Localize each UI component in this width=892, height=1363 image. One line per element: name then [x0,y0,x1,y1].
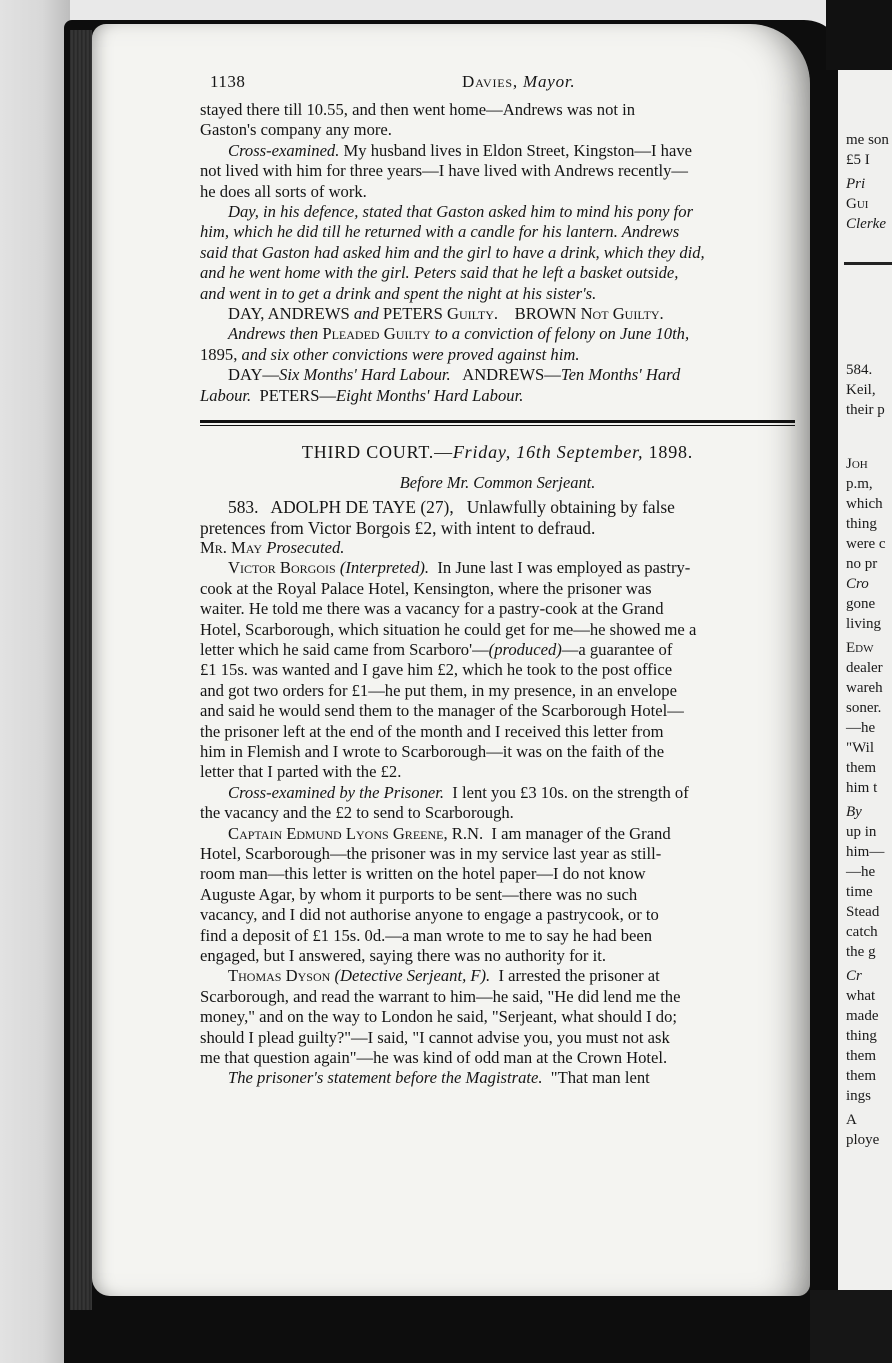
facing-rule [844,262,892,265]
facing-fragment: Pri [846,176,866,192]
facing-fragment: up in [846,824,877,840]
text-run: Eight Months' Hard Labour. [336,385,524,405]
facing-fragment: A [846,1112,857,1128]
text-line: and got two orders for £1—he put them, in my presence, in an envelope [200,680,677,700]
before-judge: Before Mr. Common Serjeant. [399,473,596,493]
case-583 [200,497,795,1089]
facing-fragment: Edw [846,640,874,656]
text-line: room man—this letter is written on the hotel paper—I do not know [200,864,646,884]
defence-line: Day, in his defence, stated that Gaston asked him to mind his pony for [228,202,694,222]
binding-corner [810,1290,892,1363]
witness-tag: (Interpreted). [339,558,430,578]
defendant-name: ADOLPH DE TAYE [270,497,416,518]
facing-fragment: time [846,884,873,900]
facing-fragment: ings [846,1088,872,1104]
facing-fragment: catch [846,924,878,940]
facing-fragment: wareh [846,680,883,696]
plea-line [200,324,795,344]
facing-fragment: "Wil [846,740,875,756]
statement-label: The prisoner's statement before the Magistrate. [228,1068,543,1088]
facing-fragment: gone [846,596,876,612]
defence-line: said that Gaston had asked him and the girl to have a drink, which they did, [200,242,705,262]
facing-fragment: were c [846,536,886,552]
text-line: Hotel, Scarborough—the prisoner was in my service last year as still- [200,844,662,863]
defence-line: him, which he did till he returned with a candle for his lantern. Andrews [200,222,680,242]
sentence-line [200,386,795,406]
verdict-line [200,304,795,324]
court-date: Friday, 16th September, [452,442,644,463]
verdict-name: BROWN [514,304,577,324]
facing-fragment: him t [846,780,878,796]
pleaded-guilty: Pleaded Guilty [322,324,431,344]
verdict-guilty: Guilty. [447,304,499,324]
previous-case [200,100,795,406]
text-run: Andrews then [228,324,319,344]
facing-fragment: Joh [846,456,868,472]
text-line: Scarborough, and read the warrant to him—he said, "He did lend me the [200,986,681,1006]
facing-fragment: ploye [846,1132,880,1148]
facing-fragment: what [846,988,876,1004]
section-rule [200,420,795,423]
text-line: vacancy, and I did not authorise anyone to engage a pastrycook, or to [200,905,659,925]
facing-fragment: Cr [846,968,862,984]
text-line: not lived with him for three years—I have lived with Andrews recently— [200,161,689,181]
text-line: me that question again"—he was kind of odd man at the Crown Hotel. [200,1048,668,1068]
court-name: THIRD COURT.— [301,442,453,463]
sentence-name: DAY— [228,365,280,385]
text-line: money," and on the way to London he said, "Serjeant, what should I do; [200,1007,678,1027]
facing-fragment: By [846,804,862,820]
text-line: him in Flemish and I wrote to Scarborough—it was on the faith of the [200,741,665,761]
text-run: I arrested the prisoner at [498,966,660,986]
text-line: letter that I parted with the £2. [200,762,402,782]
text-run: letter which he said came from Scarboro'— [200,639,489,659]
prisoner-statement [200,1068,795,1088]
facing-fragment: them [846,760,876,776]
verdict-names: DAY, ANDREWS [228,304,350,324]
text-line: should I plead guilty?"—I said, "I cannot advise you, you must not ask [200,1027,670,1047]
scan-background [0,0,70,1363]
text-line [200,640,795,660]
text-run: My husband lives in Eldon Street, Kingston—I have [343,140,692,160]
text-run: I lent you £3 10s. on the strength of [452,782,689,802]
text-run: —a guarantee of [561,639,673,659]
page-edges [70,30,92,1310]
facing-fragment: £5 I [846,152,870,168]
facing-fragment: soner. [846,700,882,716]
facing-fragment: no pr [846,556,878,572]
produced-label: (produced) [488,639,562,659]
facing-fragment: thing [846,516,877,532]
text-run: Labour. [200,385,252,405]
prosecuted-label: Prosecuted. [266,537,345,557]
text-line: Gaston's company any more. [200,120,392,140]
facing-fragment: them [846,1068,876,1084]
defendant-age: (27), [420,497,454,518]
facing-fragment: p.m, [846,476,873,492]
facing-fragment: thing [846,1028,877,1044]
facing-fragment: Clerke [846,216,886,232]
defence-line: and went in to get a drink and spent the night at his sister's. [200,283,597,303]
facing-fragment: Gui [846,196,869,212]
page-number: 1138 [210,72,246,91]
text-run: Ten Months' Hard [560,365,681,385]
page-content [200,70,795,1089]
verdict-not-guilty: Not Guilty. [580,304,664,324]
court-heading [200,442,795,463]
witness-dyson [200,966,795,986]
running-head-title: Mayor. [522,72,576,91]
text-line: engaged, but I answered, saying there was no authority for it. [200,946,606,966]
witness-name: Thomas Dyson [228,966,331,986]
text-run: to a conviction of felony on June 10th, [434,324,690,344]
case-title [200,497,795,517]
sentence-name: PETERS— [259,385,337,405]
cross-examination-prisoner [200,783,795,803]
sentence-name: ANDREWS— [462,365,561,385]
cross-examined-label: Cross-examined. [228,140,340,160]
facing-fragment: living [846,616,882,632]
facing-fragment: dealer [846,660,883,676]
witness-borgois [200,558,795,578]
charge-line: pretences from Victor Borgois £2, with intent to defraud. [200,517,596,538]
section-rule-thin [200,425,795,426]
text-line: cook at the Royal Palace Hotel, Kensington, where the prisoner was [200,578,652,598]
running-header [200,70,795,100]
sentence-line [200,365,795,385]
facing-page-shadow [826,0,892,70]
running-head [462,72,575,92]
text-run: Six Months' Hard Labour. [279,365,451,385]
text-line: and said he would send them to the manager of the Scarborough Hotel— [200,701,684,721]
text-run: "That man lent [550,1068,650,1088]
facing-fragment: Keil, [846,382,876,398]
running-head-name: Davies, [462,72,518,91]
cross-examined-label: Cross-examined by the Prisoner. [228,782,444,802]
text-line: Auguste Agar, by whom it purports to be sent—there was no such [200,884,638,904]
facing-fragment: made [846,1008,879,1024]
text-run: In June last I was employed as pastry- [437,558,691,578]
text-run: and [353,304,379,324]
facing-fragment: which [846,496,883,512]
text-run: I am manager of the Grand [491,823,671,843]
text-line: he does all sorts of work. [200,181,367,201]
text-line: waiter. He told me there was a vacancy for a pastry-cook at the Grand [200,599,664,619]
facing-fragment: the g [846,944,876,960]
facing-fragment: them [846,1048,876,1064]
witness-tag: (Detective Serjeant, F). [334,966,491,986]
witness-name: Captain Edmund Lyons Greene, R.N. [228,823,484,843]
facing-fragment: their p [846,402,885,418]
witness-greene [200,824,795,844]
defence-line: and he went home with the girl. Peters said that he left a basket outside, [200,263,679,283]
text-line: Hotel, Scarborough, which situation he could get for me—he showed me a [200,619,697,639]
charge-text: Unlawfully obtaining by false [466,497,675,518]
text-run: and six other convictions were proved against him. [241,344,580,364]
plea-line [200,345,795,365]
verdict-name: PETERS [382,304,443,324]
facing-fragment: Stead [846,904,880,920]
facing-page [838,70,892,1300]
facing-fragment: —he [846,864,876,880]
text-line: the vacancy and the £2 to send to Scarborough. [200,803,514,823]
text-line: stayed there till 10.55, and then went home—Andrews was not in [200,100,636,119]
facing-fragment: 584. [846,362,873,378]
text-line: £1 15s. was wanted and I gave him £2, which he took to the post office [200,660,673,680]
prosecutor-name: Mr. May [200,537,263,557]
text-line: the prisoner left at the end of the month and I received this letter from [200,721,664,741]
prosecutor-line [200,538,795,558]
facing-fragment: him— [846,844,885,860]
facing-fragment: Cro [846,576,869,592]
facing-fragment: me son [846,132,889,148]
case-number: 583. [228,497,259,518]
witness-name: Victor Borgois [228,558,336,578]
text-line: find a deposit of £1 15s. 0d.—a man wrote to me to say he had been [200,925,653,945]
text-run: 1895, [200,344,238,364]
facing-fragment: —he [846,720,876,736]
cross-examination [200,141,795,161]
court-year: 1898. [648,442,694,463]
